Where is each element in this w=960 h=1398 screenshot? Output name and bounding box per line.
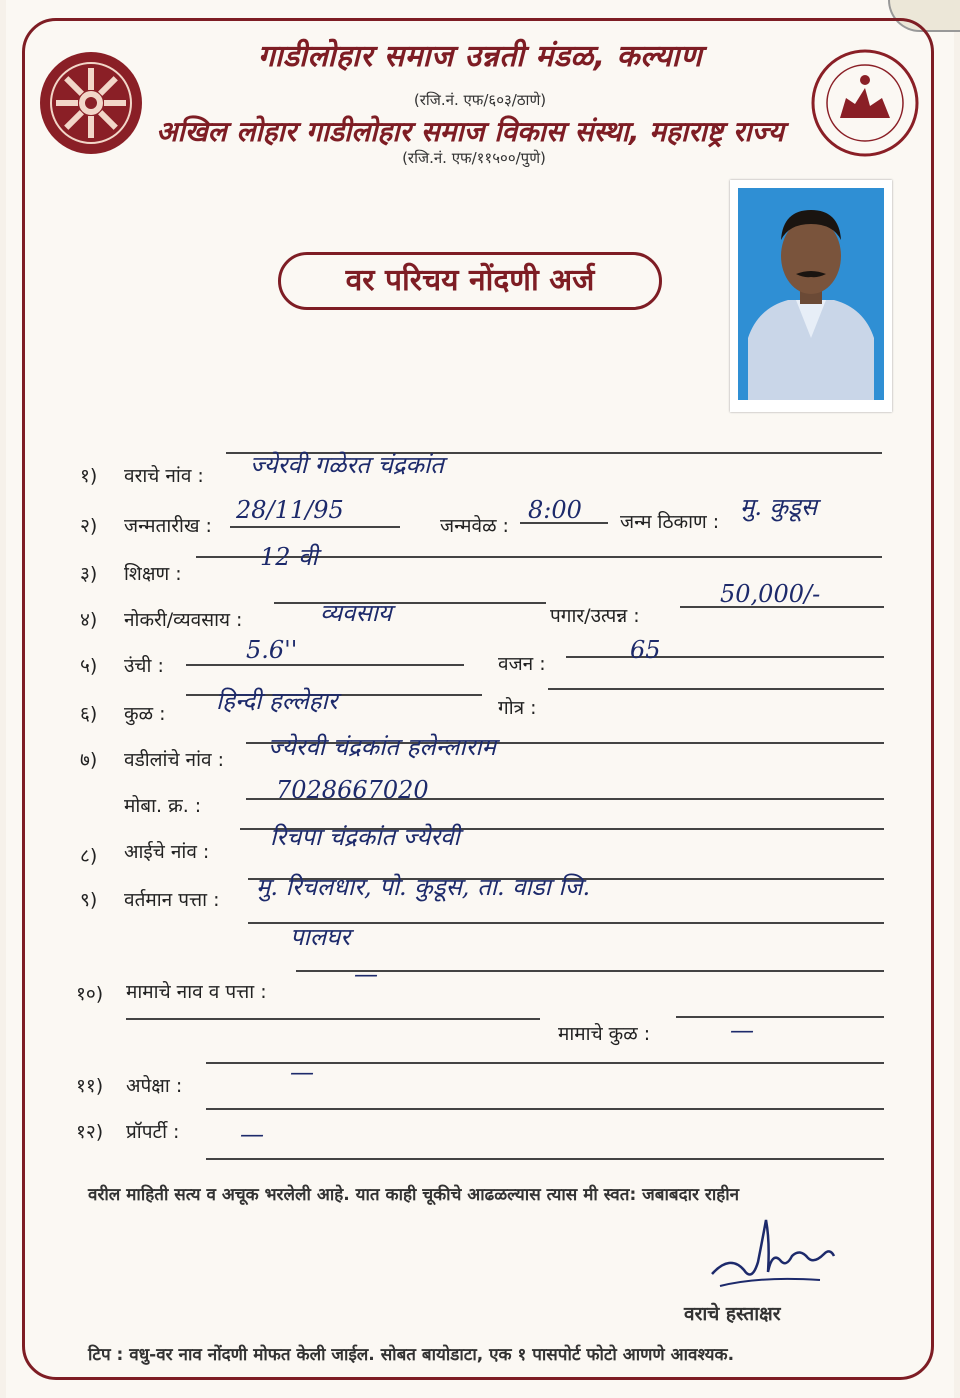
clan-label: कुळ :	[124, 703, 166, 725]
mother-name-value[interactable]: रिचपा चंद्रकांत ज्येरवी	[270, 823, 460, 851]
maternal-uncle-label: मामाचे नाव व पत्ता :	[126, 981, 267, 1003]
field-number: १०)	[76, 983, 104, 1005]
weight-line	[566, 656, 884, 658]
gotra-label: गोत्र :	[498, 697, 537, 719]
registration-number-secondary: (रजि.नं. एफ/११५००/पुणे)	[402, 149, 546, 167]
gotra-line	[548, 688, 884, 690]
maternal-clan-label: मामाचे कुळ :	[558, 1023, 651, 1045]
field-number: २)	[80, 515, 98, 537]
passport-photo	[730, 180, 892, 412]
mother-name-label: आईचे नांव :	[124, 841, 210, 863]
income-value[interactable]: 50,000/-	[720, 580, 821, 608]
birth-time-label: जन्मवेळ :	[440, 515, 509, 537]
field-number: ९)	[80, 889, 98, 911]
clan-value[interactable]: हिन्दी हल्लेहार	[216, 687, 338, 715]
person-portrait	[738, 188, 884, 400]
field-number: ३)	[80, 563, 98, 585]
form-title: वर परिचय नोंदणी अर्ज	[278, 252, 662, 310]
organization-name-secondary: अखिल लोहार गाडीलोहार समाज विकास संस्था, महाराष्ट्र राज्य	[156, 115, 784, 148]
signature-image	[700, 1212, 840, 1304]
birth-date-line	[230, 526, 400, 528]
mobile-label: मोबा. क्र. :	[124, 795, 202, 817]
maternal-clan-line	[676, 1016, 884, 1018]
property-label: प्रॉपर्टी :	[126, 1121, 180, 1143]
father-name-label: वडीलांचे नांव :	[124, 749, 225, 771]
expectations-value[interactable]: —	[290, 1058, 314, 1086]
birth-place-label: जन्म ठिकाण :	[620, 511, 720, 533]
field-number: ८)	[80, 845, 98, 867]
field-number: ६)	[80, 703, 98, 725]
property-line-2	[206, 1158, 884, 1160]
maternal-uncle-line-1	[296, 970, 884, 972]
occupation-label: नोकरी/व्यवसाय :	[124, 609, 243, 631]
field-number: १)	[80, 465, 98, 487]
field-number: १२)	[76, 1121, 104, 1143]
field-number: ११)	[76, 1075, 104, 1097]
field-number: ५)	[80, 655, 98, 677]
field-number: ७)	[80, 749, 98, 771]
registration-number-primary: (रजि.नं. एफ/६०३/ठाणे)	[413, 91, 547, 109]
field-number: ४)	[80, 609, 98, 631]
height-line	[186, 664, 464, 666]
birth-place-value[interactable]: मु. कुडूस	[740, 493, 818, 521]
groom-signature-label: वराचे हस्ताक्षर	[684, 1303, 781, 1325]
groom-name-value[interactable]: ज्येरवी गळेरत चंद्रकांत	[250, 451, 444, 479]
footer-note: टिप : वधु-वर नाव नोंदणी मोफत केली जाईल. सोबत बायोडाटा, एक १ पासपोर्ट फोटो आणणे आवश्यक.	[88, 1345, 735, 1365]
height-label: उंची :	[124, 655, 164, 677]
mobile-value[interactable]: 7028667020	[276, 776, 429, 804]
groom-name-label: वराचे नांव :	[124, 465, 204, 487]
height-value[interactable]: 5.6''	[246, 636, 298, 664]
birth-date-label: जन्मतारीख :	[124, 515, 212, 537]
education-label: शिक्षण :	[124, 563, 182, 585]
birth-time-value[interactable]: 8:00	[528, 496, 582, 524]
occupation-line	[274, 602, 546, 604]
income-label: पगार/उत्पन्न :	[550, 605, 640, 627]
property-value[interactable]: —	[240, 1120, 264, 1148]
organization-name-primary: गाडीलोहार समाज उन्नती मंडळ, कल्याण	[257, 39, 703, 74]
maternal-uncle-line-2	[126, 1018, 540, 1020]
maternal-uncle-value[interactable]: —	[354, 960, 378, 988]
address-label: वर्तमान पत्ता :	[124, 889, 220, 911]
address-value-line-2[interactable]: पालघर	[290, 923, 351, 951]
weight-value[interactable]: 65	[630, 636, 661, 664]
expectations-label: अपेक्षा :	[126, 1075, 183, 1097]
birth-date-value[interactable]: 28/11/95	[236, 496, 344, 524]
maternal-clan-value[interactable]: —	[730, 1016, 754, 1044]
occupation-value[interactable]: व्यवसाय	[320, 599, 392, 627]
weight-label: वजन :	[498, 653, 546, 675]
declaration-text: वरील माहिती सत्य व अचूक भरलेली आहे. यात काही चूकीचे आढळल्यास त्यास मी स्वत: जबाबदार राहीन	[88, 1185, 740, 1205]
education-value[interactable]: 12 वी	[260, 543, 318, 571]
address-value-line-1[interactable]: मु. रिचलधार, पो. कुडूस, ता. वाडा जि.	[256, 873, 591, 901]
father-name-value[interactable]: ज्येरवी चंद्रकांत हलेन्लाराम	[268, 733, 496, 761]
property-line-1	[206, 1108, 884, 1110]
